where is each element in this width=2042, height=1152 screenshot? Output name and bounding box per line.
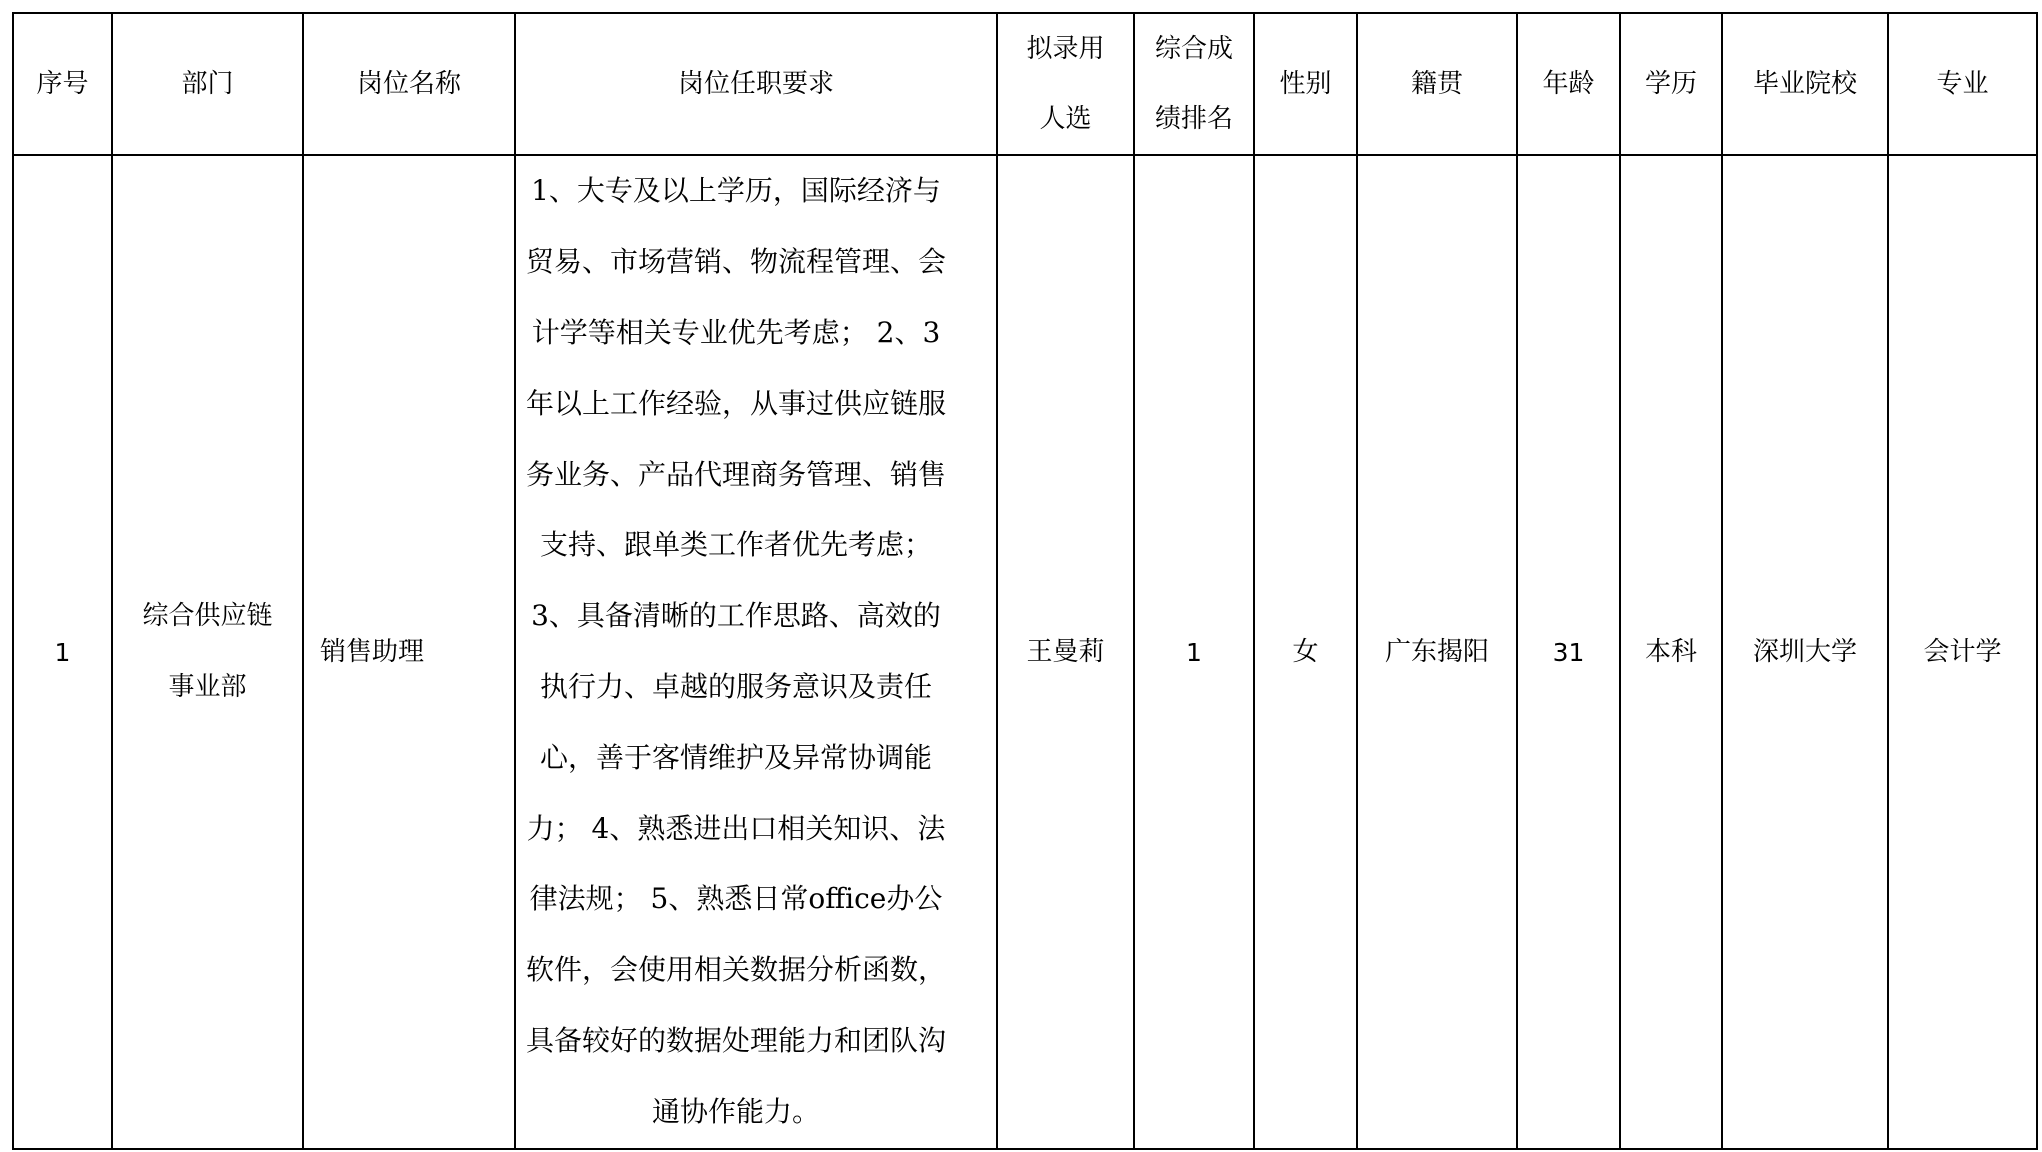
cell-rank: 1 — [1134, 155, 1254, 1149]
cell-education: 本科 — [1620, 155, 1722, 1149]
cell-age: 31 — [1517, 155, 1620, 1149]
header-hometown: 籍贯 — [1357, 13, 1517, 155]
cell-gender: 女 — [1254, 155, 1357, 1149]
cell-position-text: 销售助理 — [320, 636, 425, 667]
cell-position — [303, 155, 515, 1149]
header-seq: 序号 — [13, 13, 112, 155]
header-candidate — [997, 13, 1134, 155]
cell-hometown: 广东揭阳 — [1357, 155, 1517, 1149]
table-row — [13, 155, 2037, 1149]
header-candidate-label: 拟录用 人选 — [1026, 34, 1105, 134]
cell-dept — [112, 155, 303, 1149]
header-age: 年龄 — [1517, 13, 1620, 155]
cell-requirements-text: 1、大专及以上学历，国际经济与 贸易、市场营销、物流程管理、会 计学等相关专业优先考虑； 2、3 年以上工作经验，从事过供应链服 务业务、产品代理商务管理、销售 支持、跟单类工作者优先考虑； 3、具备清晰的工作思路、高效的 执行力、卓越的服务意识及责任 心，善于客情维护及异常协调能 力； 4、熟悉进出口相关知识、法 律法规； 5、熟悉日常office办公 软件，会使用相关数据分析函数， 具备较好的数据处理能力和团队沟 通协作能力。 — [525, 174, 946, 1128]
header-position: 岗位名称 — [303, 13, 515, 155]
header-school: 毕业院校 — [1722, 13, 1888, 155]
header-major: 专业 — [1888, 13, 2037, 155]
header-education: 学历 — [1620, 13, 1722, 155]
header-rank-label: 综合成 绩排名 — [1154, 34, 1233, 134]
cell-requirements — [515, 155, 997, 1149]
employment-table — [12, 12, 2038, 1150]
cell-candidate: 王曼莉 — [997, 155, 1134, 1149]
cell-dept-text: 综合供应链 事业部 — [142, 601, 273, 702]
cell-major: 会计学 — [1888, 155, 2037, 1149]
cell-seq: 1 — [13, 155, 112, 1149]
header-rank — [1134, 13, 1254, 155]
header-requirements: 岗位任职要求 — [515, 13, 997, 155]
header-dept: 部门 — [112, 13, 303, 155]
cell-school: 深圳大学 — [1722, 155, 1888, 1149]
header-gender: 性别 — [1254, 13, 1357, 155]
header-row — [13, 13, 2037, 155]
